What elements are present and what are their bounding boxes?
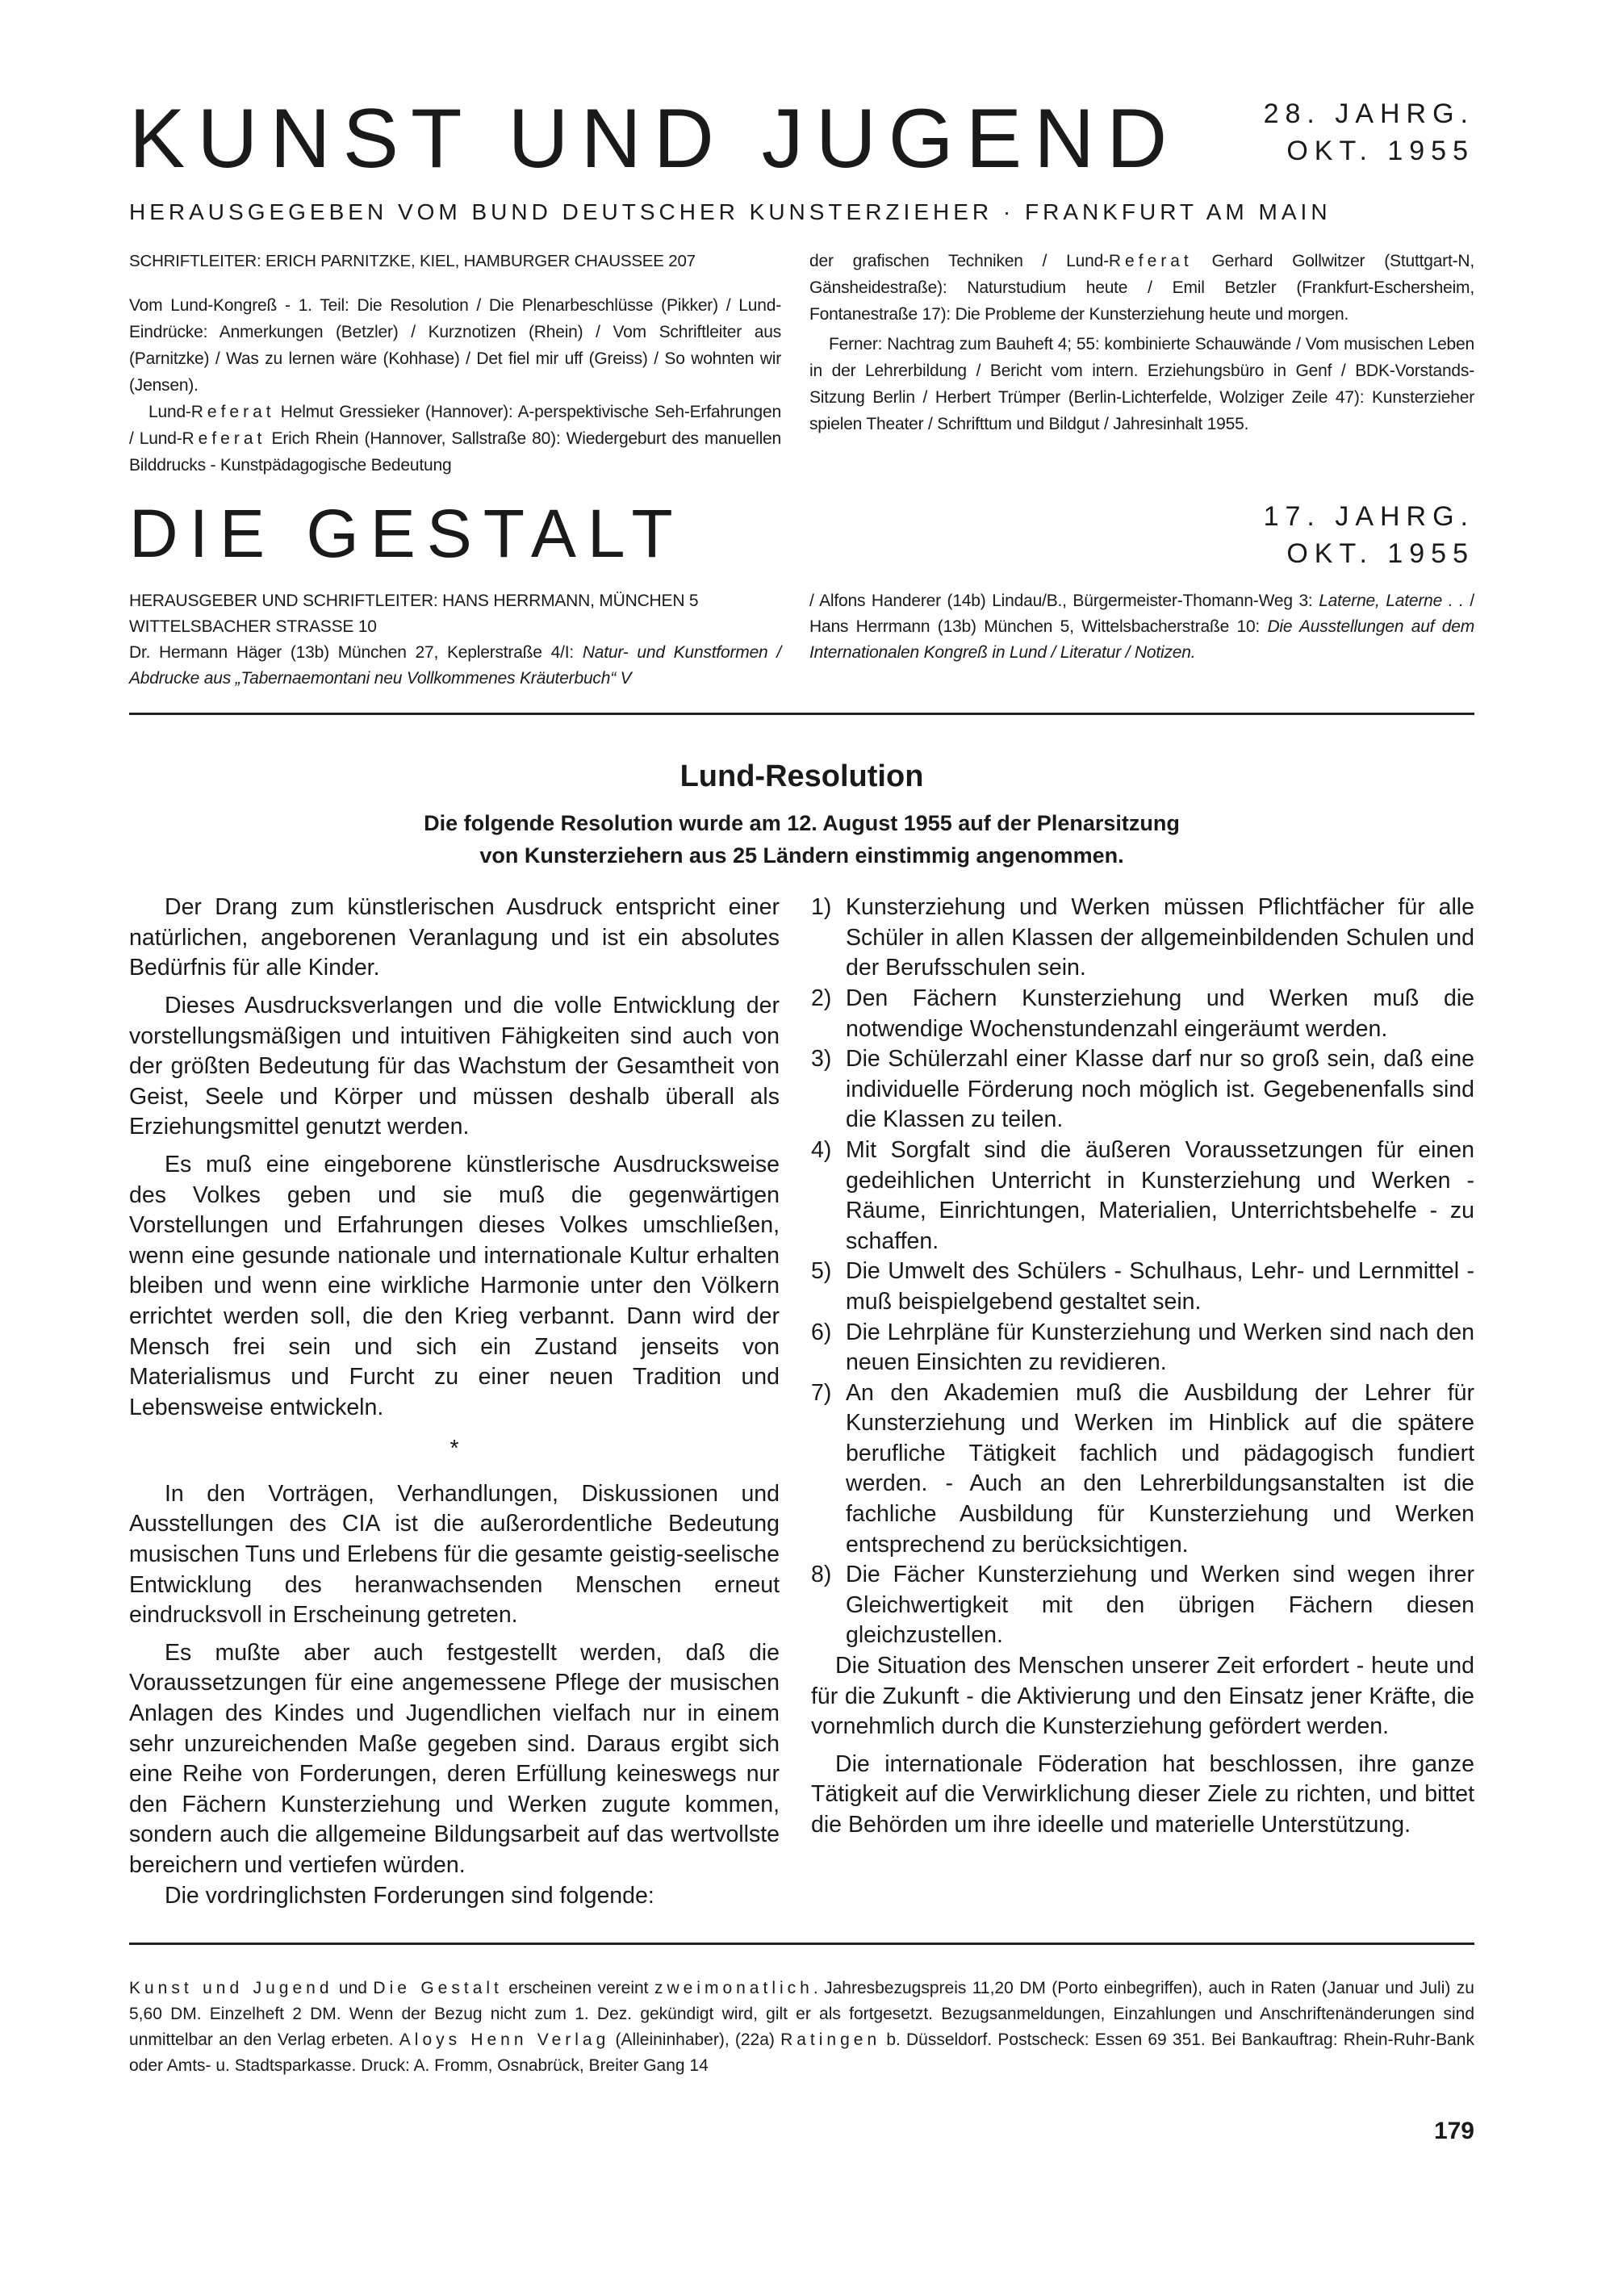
contents-paragraph	[129, 640, 781, 692]
item-number: 2)	[811, 985, 832, 1011]
paragraph: Die vordringlichsten Forderungen sind folgende:	[165, 1882, 654, 1909]
item-number: 3)	[811, 1046, 832, 1073]
text: Gerhard Gollwitzer (Stuttgart-N, Gänsheidestraße): Naturstudium heute / Emil Betzler (Frankfurt-Eschersheim, Fontanestraße 17): Die Probleme der Kunsterziehung heute und morgen.	[809, 252, 1474, 324]
editor-line: SCHRIFTLEITER: ERICH PARNITZKE, KIEL, HAMBURGER CHAUSSEE 207	[129, 252, 696, 271]
item-text: Die Lehrpläne für Kunsterziehung und Werken sind nach den neuen Einsichten zu revidieren.	[846, 1319, 1474, 1376]
article-title: Lund-Resolution	[679, 759, 924, 794]
editor-line: WITTELSBACHER STRASSE 10	[129, 617, 377, 637]
item-text: Den Fächern Kunsterziehung und Werken muß die notwendige Wochenstundenzahl eingeräumt werden.	[846, 985, 1474, 1042]
item-text: Kunsterziehung und Werken müssen Pflichtfächer für alle Schüler in allen Klassen der allgemeinbildenden Schulen und der Berufsschulen sein.	[846, 894, 1474, 981]
text: Natur- und Kunstformen / Abdrucke aus „Tabernaemontani neu Vollkommenes Kräuterbuch“ V	[129, 643, 782, 688]
kunst-und-jugend-contents-right	[809, 248, 1474, 479]
contents-paragraph: Vom Lund-Kongreß - 1. Teil: Die Resolution / Die Plenarbeschlüsse (Pikker) / Lund-Eindrücke: Anmerkungen (Betzler) / Kurznotizen (Rhein) / Vom Schriftleiter aus (Parnitzke) / Was zu lernen wäre (Kohhase) / Det fiel mir uff (Greiss) / So wohnten wir (Jensen).	[129, 296, 781, 395]
text: Helmut Gressieker (Hannover): A-perspektivische Seh-Erfahrungen / Lund-	[129, 403, 781, 449]
text: (Alleininhaber), (22a)	[609, 2030, 781, 2050]
page-number: 179	[1433, 2118, 1474, 2145]
masthead-subtitle: HERAUSGEGEBEN VOM BUND DEUTSCHER KUNSTERZIEHER · FRANKFURT AM MAIN	[129, 199, 1332, 225]
intro-line: von Kunsterziehern aus 25 Ländern einstimmig angenommen.	[479, 843, 1124, 868]
text: der grafischen Techniken / Lund-	[809, 252, 1109, 271]
divider	[129, 1943, 1474, 1945]
item-text: Die Fächer Kunsterziehung und Werken sind wegen ihrer Gleichwertigkeit mit den übrigen Fächern diesen gleichzustellen.	[846, 1562, 1474, 1649]
text: Ratingen	[780, 2030, 881, 2050]
contents-paragraph	[809, 588, 1474, 666]
text: erscheinen vereint	[502, 1979, 654, 1998]
closing-paragraphs	[811, 1651, 1474, 1841]
item-number: 5)	[811, 1258, 832, 1285]
die-gestalt-contents	[129, 588, 1474, 692]
kunst-und-jugend-contents-left	[129, 248, 781, 479]
article-left-column	[129, 893, 780, 1918]
text: / Hans Herrmann (13b) München 5, Wittelsbacherstraße 10:	[809, 592, 1474, 637]
demand-item	[811, 1560, 1474, 1651]
text: / Alfons Handerer (14b) Lindau/B., Bürgermeister-Thomann-Weg 3:	[809, 592, 1319, 611]
paragraph: Es muß eine eingeborene künstlerische Ausdrucksweise des Volkes geben und sie muß die gegenwärtigen Vorstellungen und Erfahrungen dieses Volkes umschließen, wenn eine gesunde nationale und internationale Kultur erhalten bleiben und wenn eine wirkliche Harmonie unter den Völkern errichtet werden soll, die den Krieg verbannt. Dann wird der Mensch frei sein und sich ein Zustand jenseits von Materialismus und Furcht zu einer neuen Tradition und Lebensweise entwickeln.	[129, 1151, 780, 1420]
item-number: 1)	[811, 894, 832, 921]
demands-list	[811, 893, 1474, 1651]
item-text: Die Schülerzahl einer Klasse darf nur so groß sein, daß eine individuelle Förderung noch möglich ist. Gegebenenfalls sind die Klassen zu teilen.	[846, 1046, 1474, 1133]
paragraph: Die internationale Föderation hat beschlossen, ihre ganze Tätigkeit auf die Verwirklichung dieser Ziele zu richten, und bittet die Behörden um ihre ideelle und materielle Unterstützung.	[811, 1750, 1474, 1838]
text: Referat	[1108, 252, 1193, 271]
text: Lund-	[148, 403, 191, 422]
text: Erich Rhein (Hannover, Sallstraße 80): Wiedergeburt des manuellen Bilddrucks - Kunstpädagogische Bedeutung	[129, 429, 781, 475]
divider	[129, 713, 1474, 715]
item-text: Die Umwelt des Schülers - Schulhaus, Lehr- und Lernmittel - muß beispielgebend gestaltet sein.	[846, 1258, 1474, 1315]
article-right-column	[811, 893, 1474, 1918]
issue-year: 17. JAHRG.	[1263, 501, 1474, 533]
item-number: 6)	[811, 1319, 832, 1345]
demand-item	[811, 1378, 1474, 1561]
masthead-row-die-gestalt	[129, 498, 1474, 572]
issue-date: OKT. 1955	[1286, 538, 1474, 570]
masthead-row-kunst-und-jugend	[129, 92, 1474, 186]
paragraph: Es mußte aber auch festgestellt werden, daß die Voraussetzungen für eine angemessene Pflege der musischen Anlagen des Kindes und Jugendlichen vielfach nur in einem sehr unzureichenden Maße gegeben sind. Daraus ergibt sich eine Reihe von Forderungen, deren Erfüllung keineswegs nur den Fächern Kunsterziehung und Werken zugute kommen, sondern auch die allgemeine Bildungsarbeit auf das wertvollste bereichern und vertiefen würden.	[129, 1639, 780, 1878]
publisher-footer	[129, 1976, 1474, 2079]
issue-info-kunst-und-jugend	[1264, 95, 1474, 169]
kunst-und-jugend-contents	[129, 248, 1474, 479]
text: Aloys Henn Verlag	[399, 2030, 610, 2050]
text: zweimonatlich	[654, 1979, 813, 1998]
paragraph: Dieses Ausdrucksverlangen und die volle Entwicklung der vorstellungsmäßigen und intuitiven Fähigkeiten sind auch von der größten Bedeutung für das Wachstum der Gesamtheit von Geist, Seele und Körper und müssen deshalb überall als Erziehungsmittel genutzt werden.	[129, 992, 780, 1140]
editor-line: HERAUSGEBER UND SCHRIFTLEITER: HANS HERRMANN, MÜNCHEN 5	[129, 592, 699, 611]
item-text: Mit Sorgfalt sind die äußeren Voraussetzungen für einen gedeihlichen Unterricht in Kunsterziehung und Werken - Räume, Einrichtungen, Materialien, Unterrichtsbehelfe - zu schaffen.	[846, 1136, 1474, 1254]
text: b. Düsseldorf. Postscheck: Essen 69 351. Bei Bankauftrag: Rhein-Ruhr-Bank oder Amts- u. Stadtsparkasse. Druck: A. Fromm, Osnabrück, Breiter Gang 14	[129, 2030, 1474, 2076]
demand-item	[811, 1318, 1474, 1378]
demand-item	[811, 1135, 1474, 1257]
article-columns	[129, 893, 1474, 1918]
demand-item	[811, 1044, 1474, 1135]
text: Die Ausstellungen auf dem Internationalen Kongreß in Lund / Literatur / Notizen.	[809, 617, 1474, 663]
demand-item	[811, 1257, 1474, 1317]
text: und	[332, 1979, 374, 1998]
die-gestalt-contents-left	[129, 588, 781, 692]
text: Referat	[182, 429, 266, 449]
text: Laterne, Laterne . .	[1319, 592, 1464, 611]
section-separator: *	[449, 1436, 459, 1462]
text: . Jahresbezugspreis 11,20 DM (Porto einbegriffen), auch in Raten (Januar und Juli) zu 5,60 DM. Einzelheft 2 DM. Wenn der Bezug nicht zum 1. Dez. gekündigt wird, gilt er als fortgesetzt. Bezugsanmeldungen, Einzahlungen und Anschriftenänderungen sind unmittelbar an den Verlag erbeten.	[129, 1979, 1474, 2050]
text: Referat	[190, 403, 275, 422]
paragraph: Die Situation des Menschen unserer Zeit erfordert - heute und für die Zukunft - die Aktivierung und den Einsatz jener Kräfte, die vornehmlich durch die Kunsterziehung gefördert werden.	[811, 1653, 1474, 1740]
item-number: 4)	[811, 1136, 832, 1163]
article-intro	[129, 807, 1474, 872]
masthead-kunst-und-jugend: KUNST UND JUGEND	[129, 92, 1180, 186]
paragraph: In den Vorträgen, Verhandlungen, Diskussionen und Ausstellungen des CIA ist die außerordentliche Bedeutung musischen Tuns und Erlebens für die gesamte geistig-seelische Entwicklung des heranwachsenden Menschen erneut eindrucksvoll in Erscheinung getreten.	[129, 1480, 780, 1629]
contents-paragraph	[809, 248, 1474, 328]
masthead-die-gestalt: DIE GESTALT	[129, 496, 684, 572]
text: Die Gestalt	[373, 1979, 503, 1998]
contents-paragraph	[129, 399, 781, 479]
issue-year: 28. JAHRG.	[1263, 98, 1474, 129]
item-number: 8)	[811, 1562, 832, 1588]
issue-info-die-gestalt	[1264, 498, 1474, 572]
demand-item	[811, 984, 1474, 1044]
item-text: An den Akademien muß die Ausbildung der Lehrer für Kunsterziehung und Werken im Hinblick auf die spätere berufliche Tätigkeit fachlich und pädagogisch fundiert werden. - Auch an den Lehrerbildungsanstalten ist die fachliche Ausbildung für Kunsterziehung und Werken entsprechend zu berücksichtigen.	[846, 1379, 1474, 1558]
intro-line: Die folgende Resolution wurde am 12. August 1955 auf der Plenarsitzung	[424, 811, 1180, 836]
text: Dr. Hermann Häger (13b) München 27, Keplerstraße 4/I:	[129, 643, 583, 663]
die-gestalt-contents-right	[809, 588, 1474, 692]
demand-item	[811, 893, 1474, 984]
issue-date: OKT. 1955	[1286, 136, 1474, 166]
item-number: 7)	[811, 1379, 832, 1406]
contents-paragraph: Ferner: Nachtrag zum Bauheft 4; 55: kombinierte Schauwände / Vom musischen Leben in der Lehrerbildung / Bericht vom intern. Erziehungsbüro in Genf / BDK-Vorstands-Sitzung Berlin / Herbert Trümper (Berlin-Lichterfelde, Wolziger Zeile 47): Kunsterzieher spielen Theater / Schrifttum und Bildgut / Jahresinhalt 1955.	[809, 335, 1474, 434]
text: Kunst und Jugend	[129, 1979, 333, 1998]
paragraph: Der Drang zum künstlerischen Ausdruck entspricht einer natürlichen, angeborenen Veranlagung und ist ein absolutes Bedürfnis für alle Kinder.	[129, 894, 780, 981]
